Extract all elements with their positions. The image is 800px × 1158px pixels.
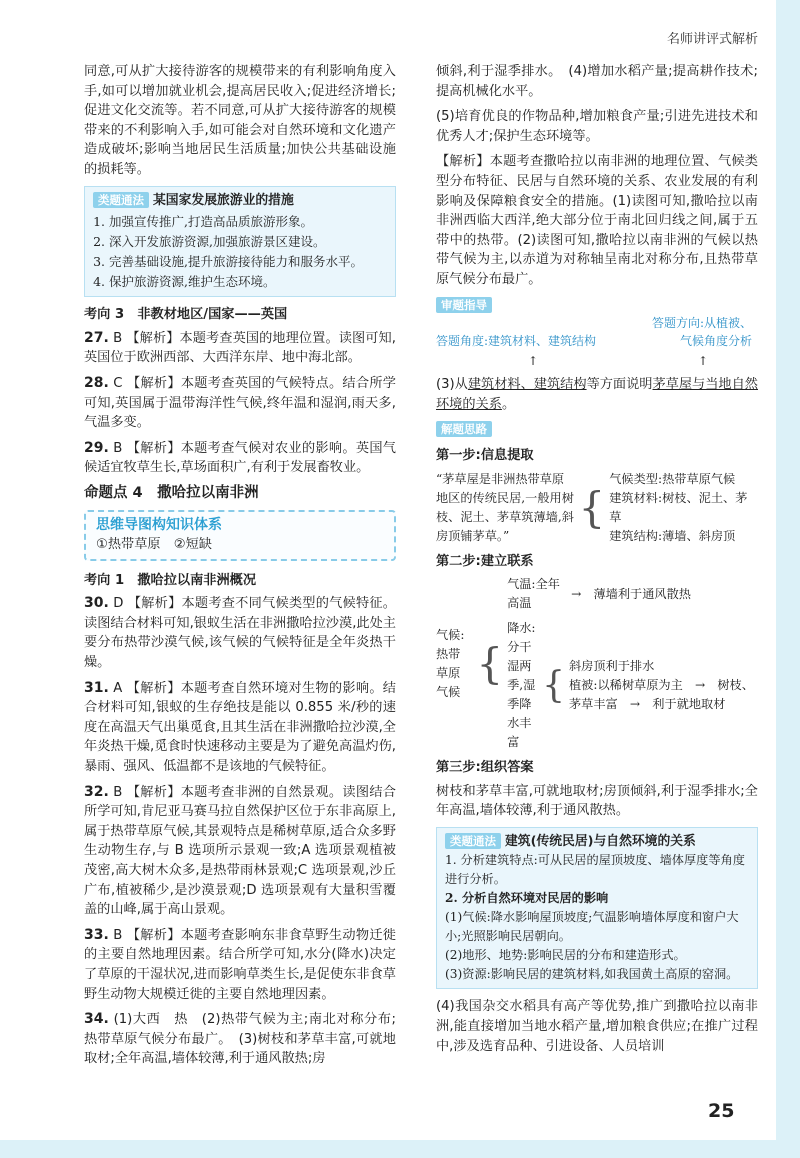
q-text: C 【解析】本题考查英国的气候特点。结合所学可知,英国属于温带海洋性气候,终年温和湿润,雨天多,气温多变。	[84, 375, 396, 431]
q-part: 等方面说明	[586, 377, 653, 393]
method-tag: 类题通法	[445, 833, 501, 849]
info-line: 气候类型:热带草原气候	[609, 471, 736, 486]
q-part: (3)从	[436, 377, 468, 393]
answer-27	[84, 329, 396, 368]
brace-icon: {	[476, 638, 504, 688]
q-number: 33.	[84, 926, 109, 943]
info-line: 建筑结构:薄墙、斜房顶	[609, 528, 736, 543]
list-item: 2. 深入开发旅游资源,加强旅游景区建设。	[109, 232, 387, 251]
list-item: 1. 加强宣传推广,打造高品质旅游形象。	[109, 212, 387, 231]
answer-33	[84, 926, 396, 1004]
method-title: 建筑(传统民居)与自然环境的关系	[505, 833, 696, 849]
quote-text: “茅草屋是非洲热带草原地区的传统民居,一般用树枝、泥土、茅草筑薄墙,斜房顶铺茅草。”	[436, 471, 574, 543]
brace-icon: {	[578, 482, 606, 532]
running-header: 名师讲评式解析	[666, 32, 758, 47]
q-underlined: 茅草屋与当地自然环境的关系	[436, 377, 758, 412]
method-line: 2. 分析自然环境对民居的影响	[445, 891, 609, 906]
branch-result: 斜房顶利于排水	[568, 659, 655, 674]
answer-29	[84, 439, 396, 478]
step-1-diagram	[436, 470, 758, 546]
q-text: A 【解析】本题考查自然环境对生物的影响。结合材料可知,银蚁的生存绝技是能以 0.855 米/秒的速度在高温天气出巢觅食,且其生活在非洲撒哈拉沙漠,全年炎热干燥,觅食时快速移动主要是为了避免高温灼伤,暴雨、强风、低温都不是该地的气候特征。	[84, 680, 396, 775]
list-item: 3. 完善基础设施,提升旅游接待能力和服务水平。	[109, 252, 387, 271]
branch-results	[569, 657, 758, 714]
page-number: 25	[708, 1100, 735, 1122]
q-text: (1)大西 热 (2)热带气候为主;南北对称分布;热带草原气候分布最广。 (3)树枝和茅草丰富,可就地取材;全年高温,墙体较薄,利于通风散热;房	[84, 1012, 396, 1067]
method-list	[93, 212, 387, 291]
section-heading: 考向 1 撒哈拉以南非洲概况	[84, 572, 257, 588]
guide-note: 气候角度分析	[679, 334, 752, 349]
review-guide	[436, 296, 758, 415]
method-tag: 类题通法	[93, 192, 149, 208]
right-column	[436, 62, 758, 1062]
intro-paragraph: 同意,可从扩大接待游客的规模带来的有利影响角度入手,如可以增加就业机会,提高居民收入;促进经济增长;促进文化交流等。若不同意,可从扩大接待游客的规模带来的不利影响入手,如可能会对自然环境和文化遗产造成破坏;影响当地居民生活质量;加快公共基础设施的损耗等。	[84, 64, 396, 177]
q-part: 。	[501, 396, 516, 412]
root-node: 气候:热带草原气候	[436, 627, 465, 699]
q-number: 27.	[84, 329, 109, 346]
extracted-info	[609, 470, 758, 546]
branches	[507, 575, 758, 752]
q-text: D 【解析】本题考查不同气候类型的气候特征。读图结合材料可知,银蚁生活在非洲撒哈拉沙漠,此处主要分布热带沙漠气候,该气候的气候特征是全年炎热干燥。	[84, 596, 396, 671]
branch-rain	[507, 619, 758, 752]
branch-temp	[507, 575, 758, 613]
answer-32	[84, 783, 396, 920]
guide-notes	[436, 315, 758, 375]
guide-note: 答题角度:建筑材料、建筑结构	[436, 334, 597, 349]
q-number: 30.	[84, 595, 109, 612]
step-2-heading: 第二步:建立联系	[436, 553, 534, 569]
guide-question	[436, 375, 758, 414]
q-number: 28.	[84, 374, 109, 391]
answer-30	[84, 594, 396, 672]
branch-result: 植被:以稀树草原为主 → 树枝、茅草丰富 → 利于就地取材	[568, 678, 754, 712]
answer-31	[84, 679, 396, 777]
q-text: B 【解析】本题考查非洲的自然景观。读图结合所学可知,肯尼亚马赛马拉自然保护区位于东非高原上,属于热带草原气候,其景观特点是稀树草原,适合众多野生动物生存,与 B 选项所示景观一致;A 选项景观植被茂密,高大树木众多,是热带雨林景观;C 选项景观,沙丘广布,植被稀少,是沙漠景观;D 选项景观有大量积雪覆盖的山峰,属于高山景观。	[84, 784, 396, 918]
mind-map-title: 思维导图构知识体系	[96, 516, 222, 533]
answer-34-cont: 倾斜,利于湿季排水。 (4)增加水稻产量;提高耕作技术;提高机械化水平。	[436, 64, 758, 99]
branch-label: 降水:分干湿两季,湿季降水丰富	[507, 621, 536, 750]
method-line: 1. 分析建筑特点:可从民居的屋顶坡度、墙体厚度等角度进行分析。	[445, 853, 745, 887]
step-2-diagram	[436, 575, 758, 752]
branch-label: 气温:全年高温	[507, 577, 560, 611]
guide-tag: 审题指导	[436, 297, 492, 313]
q-number: 29.	[84, 439, 109, 456]
q-text: B 【解析】本题考查影响东非食草野生动物迁徙的主要自然地理因素。结合所学可知,水分(降水)决定了草原的干湿状况,进而影响草类生长,是促使东非食草野生动物大规模迁徙的主要自然地理因素。	[84, 927, 396, 1002]
arrow-up-icon: ↑	[697, 354, 708, 369]
method-content	[445, 851, 749, 984]
side-bar	[776, 0, 800, 1158]
mind-map-answers: ①热带草原 ②短缺	[96, 537, 212, 553]
answer-34-part5: (5)培育优良的作物品种,增加粮食产量;引进先进技术和优秀人才;保护生态环境等。	[436, 109, 758, 144]
step-3-answer: 树枝和茅草丰富,可就地取材;房顶倾斜,利于湿季排水;全年高温,墙体较薄,利于通风散热。	[436, 783, 758, 819]
q-number: 34.	[84, 1011, 109, 1028]
branch-result: → 薄墙利于通风散热	[571, 586, 691, 601]
method-box-dwelling	[436, 827, 758, 990]
left-column	[84, 62, 396, 1075]
topic-heading: 命题点 4 撒哈拉以南非洲	[84, 484, 259, 501]
answer-28	[84, 374, 396, 433]
thinking-tag: 解题思路	[436, 421, 492, 437]
brace-icon: {	[542, 664, 565, 706]
q-text: B 【解析】本题考查英国的地理位置。读图可知,英国位于欧洲西部、大西洋东岸、地中海北部。	[84, 330, 396, 366]
answer-34-part4: (4)我国杂交水稻具有高产等优势,推广到撒哈拉以南非洲,能直接增加当地水稻产量,增加粮食供应;在推广过程中,涉及选育品种、引进设备、人员培训	[436, 999, 758, 1054]
info-line: 建筑材料:树枝、泥土、茅草	[609, 490, 748, 524]
method-title: 某国家发展旅游业的措施	[153, 192, 294, 208]
section-heading: 考向 3 非教材地区/国家——英国	[84, 307, 288, 323]
mind-map-box	[84, 510, 396, 561]
guide-note: 答题方向:从植被、	[651, 316, 752, 331]
q-underlined: 建筑材料、建筑结构	[467, 377, 587, 393]
arrow-up-icon: ↑	[528, 354, 539, 369]
q-number: 31.	[84, 679, 109, 696]
q-number: 32.	[84, 783, 109, 800]
method-line: (1)气候:降水影响屋顶坡度;气温影响墙体厚度和窗户大小;光照影响民居朝向。	[445, 910, 739, 944]
method-line: (2)地形、地势:影响民居的分布和建造形式。	[445, 948, 686, 963]
step-1-heading: 第一步:信息提取	[436, 447, 534, 463]
method-line: (3)资源:影响民居的建筑材料,如我国黄土高原的窑洞。	[445, 967, 739, 982]
step-3-heading: 第三步:组织答案	[436, 760, 534, 776]
method-box-tourism	[84, 186, 396, 298]
analysis-paragraph: 【解析】本题考查撒哈拉以南非洲的地理位置、气候类型分布特征、民居与自然环境的关系、农业发展的有利影响及保障粮食安全的措施。(1)读图可知,撒哈拉以南非洲西临大西洋,绝大部分位于南北回归线之间,属于五带中的热带。(2)读图可知,撒哈拉以南非洲的气候以热带气候为主,以赤道为对称轴呈南北对称分布,且热带草原气候分布最广。	[436, 154, 758, 287]
q-text: B 【解析】本题考查气候对农业的影响。英国气候适宜牧草生长,草场面积广,有利于发展畜牧业。	[84, 440, 396, 476]
list-item: 4. 保护旅游资源,维护生态环境。	[109, 272, 387, 291]
answer-34	[84, 1010, 396, 1069]
